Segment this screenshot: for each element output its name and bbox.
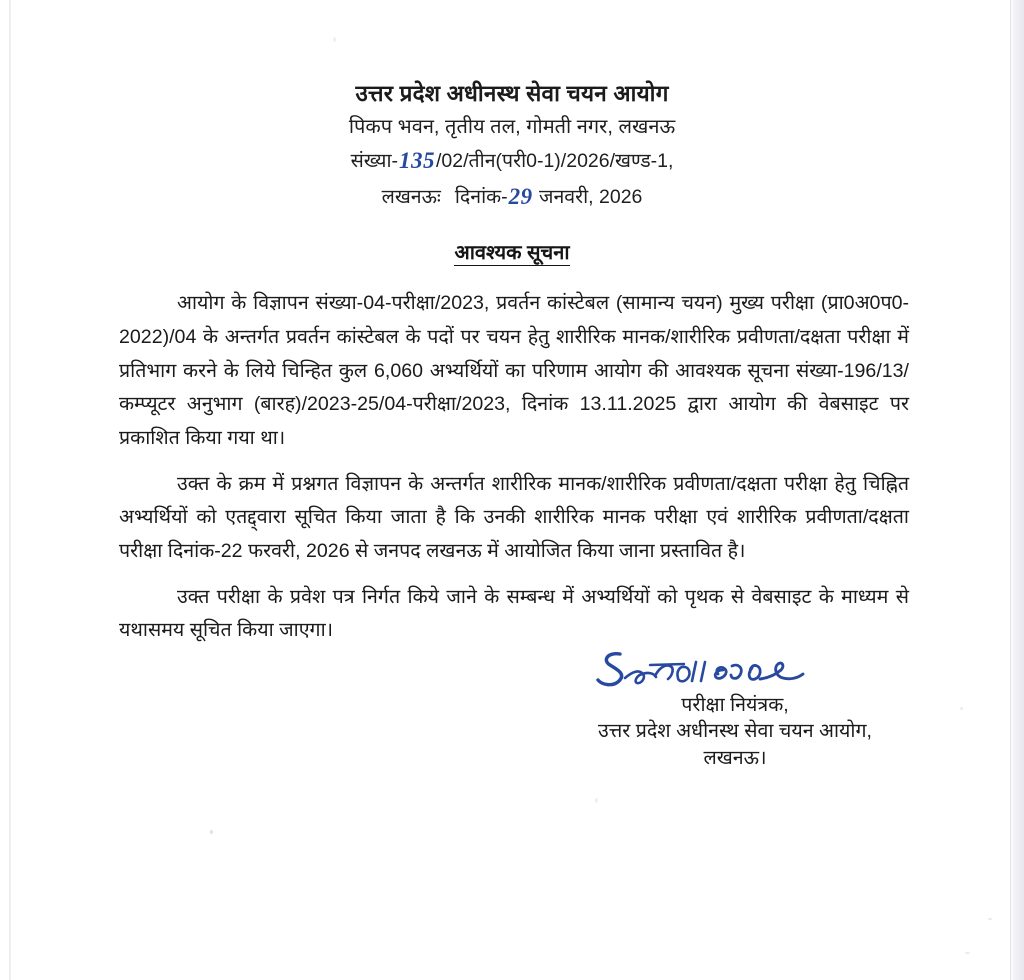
handwritten-date-day: 29: [508, 184, 533, 210]
reference-prefix: संख्या-: [350, 150, 399, 173]
organization-title: उत्तर प्रदेश अधीनस्थ सेवा चयन आयोग: [355, 81, 669, 106]
date-prefix: दिनांक-: [454, 186, 508, 209]
handwritten-reference-number: 135: [399, 148, 436, 174]
place-and-date-line: [0, 181, 1024, 212]
body-paragraph: उक्त परीक्षा के प्रवेश पत्र निर्गत किये जाने के सम्बन्ध में अभ्यर्थियों को पृथक से वेबसाइट के माध्यम से यथासमय सूचित किया जाएगा।: [119, 585, 909, 642]
organization-address: पिकप भवन, तृतीय तल, गोमती नगर, लखनऊ: [348, 116, 676, 139]
signer-organization: उत्तर प्रदेश अधीनस्थ सेवा चयन आयोग,: [598, 720, 872, 743]
signer-place: लखनऊ।: [703, 746, 767, 769]
place-label: लखनऊः: [381, 186, 441, 209]
notice-body: [115, 287, 909, 648]
body-paragraph: आयोग के विज्ञापन संख्या-04-परीक्षा/2023, प्रवर्तन कांस्टेबल (सामान्य चयन) मुख्य परीक्षा (प्रा0अ0प0-2022)/04 के अन्तर्गत प्रवर्तन कांस्टेबल के पदों पर चयन हेतु शारीरिक मानक/शारीरिक प्रवीणता/दक्षता परीक्षा में प्रतिभाग करने के लिये चिन्हित कुल 6,060 अभ्यर्थियों का परिणाम आयोग की आवश्यक सूचना संख्या-196/13/कम्प्यूटर अनुभाग (बारह)/2023-25/04-परीक्षा/2023, दिनांक 13.11.2025 द्वारा आयोग की वेबसाइट पर प्रकाशित किया गया था।: [119, 292, 909, 449]
handwritten-signature: [592, 648, 950, 694]
body-paragraph: उक्त के क्रम में प्रश्नगत विज्ञापन के अन्तर्गत शारीरिक मानक/शारीरिक प्रवीणता/दक्षता परीक्षा हेतु चिह्नित अभ्यर्थियों को एतद्द्वारा सूचित किया जाता है कि उनकी शारीरिक मानक परीक्षा एवं शारीरिक प्रवीणता/दक्षता परीक्षा दिनांक-22 फरवरी, 2026 से जनपद लखनऊ में आयोजित किया जाना प्रस्तावित है।: [119, 472, 909, 563]
date-suffix: जनवरी, 2026: [539, 186, 643, 209]
notice-heading: [0, 238, 1024, 265]
reference-suffix: /02/तीन(परी0-1)/2026/खण्ड-1,: [436, 150, 674, 173]
signer-designation: परीक्षा नियंत्रक,: [681, 694, 789, 716]
signature-block: [520, 648, 950, 773]
letterhead: [0, 0, 1024, 212]
reference-number-line: [0, 145, 1024, 176]
notice-heading-text: आवश्यक सूचना: [454, 242, 570, 265]
